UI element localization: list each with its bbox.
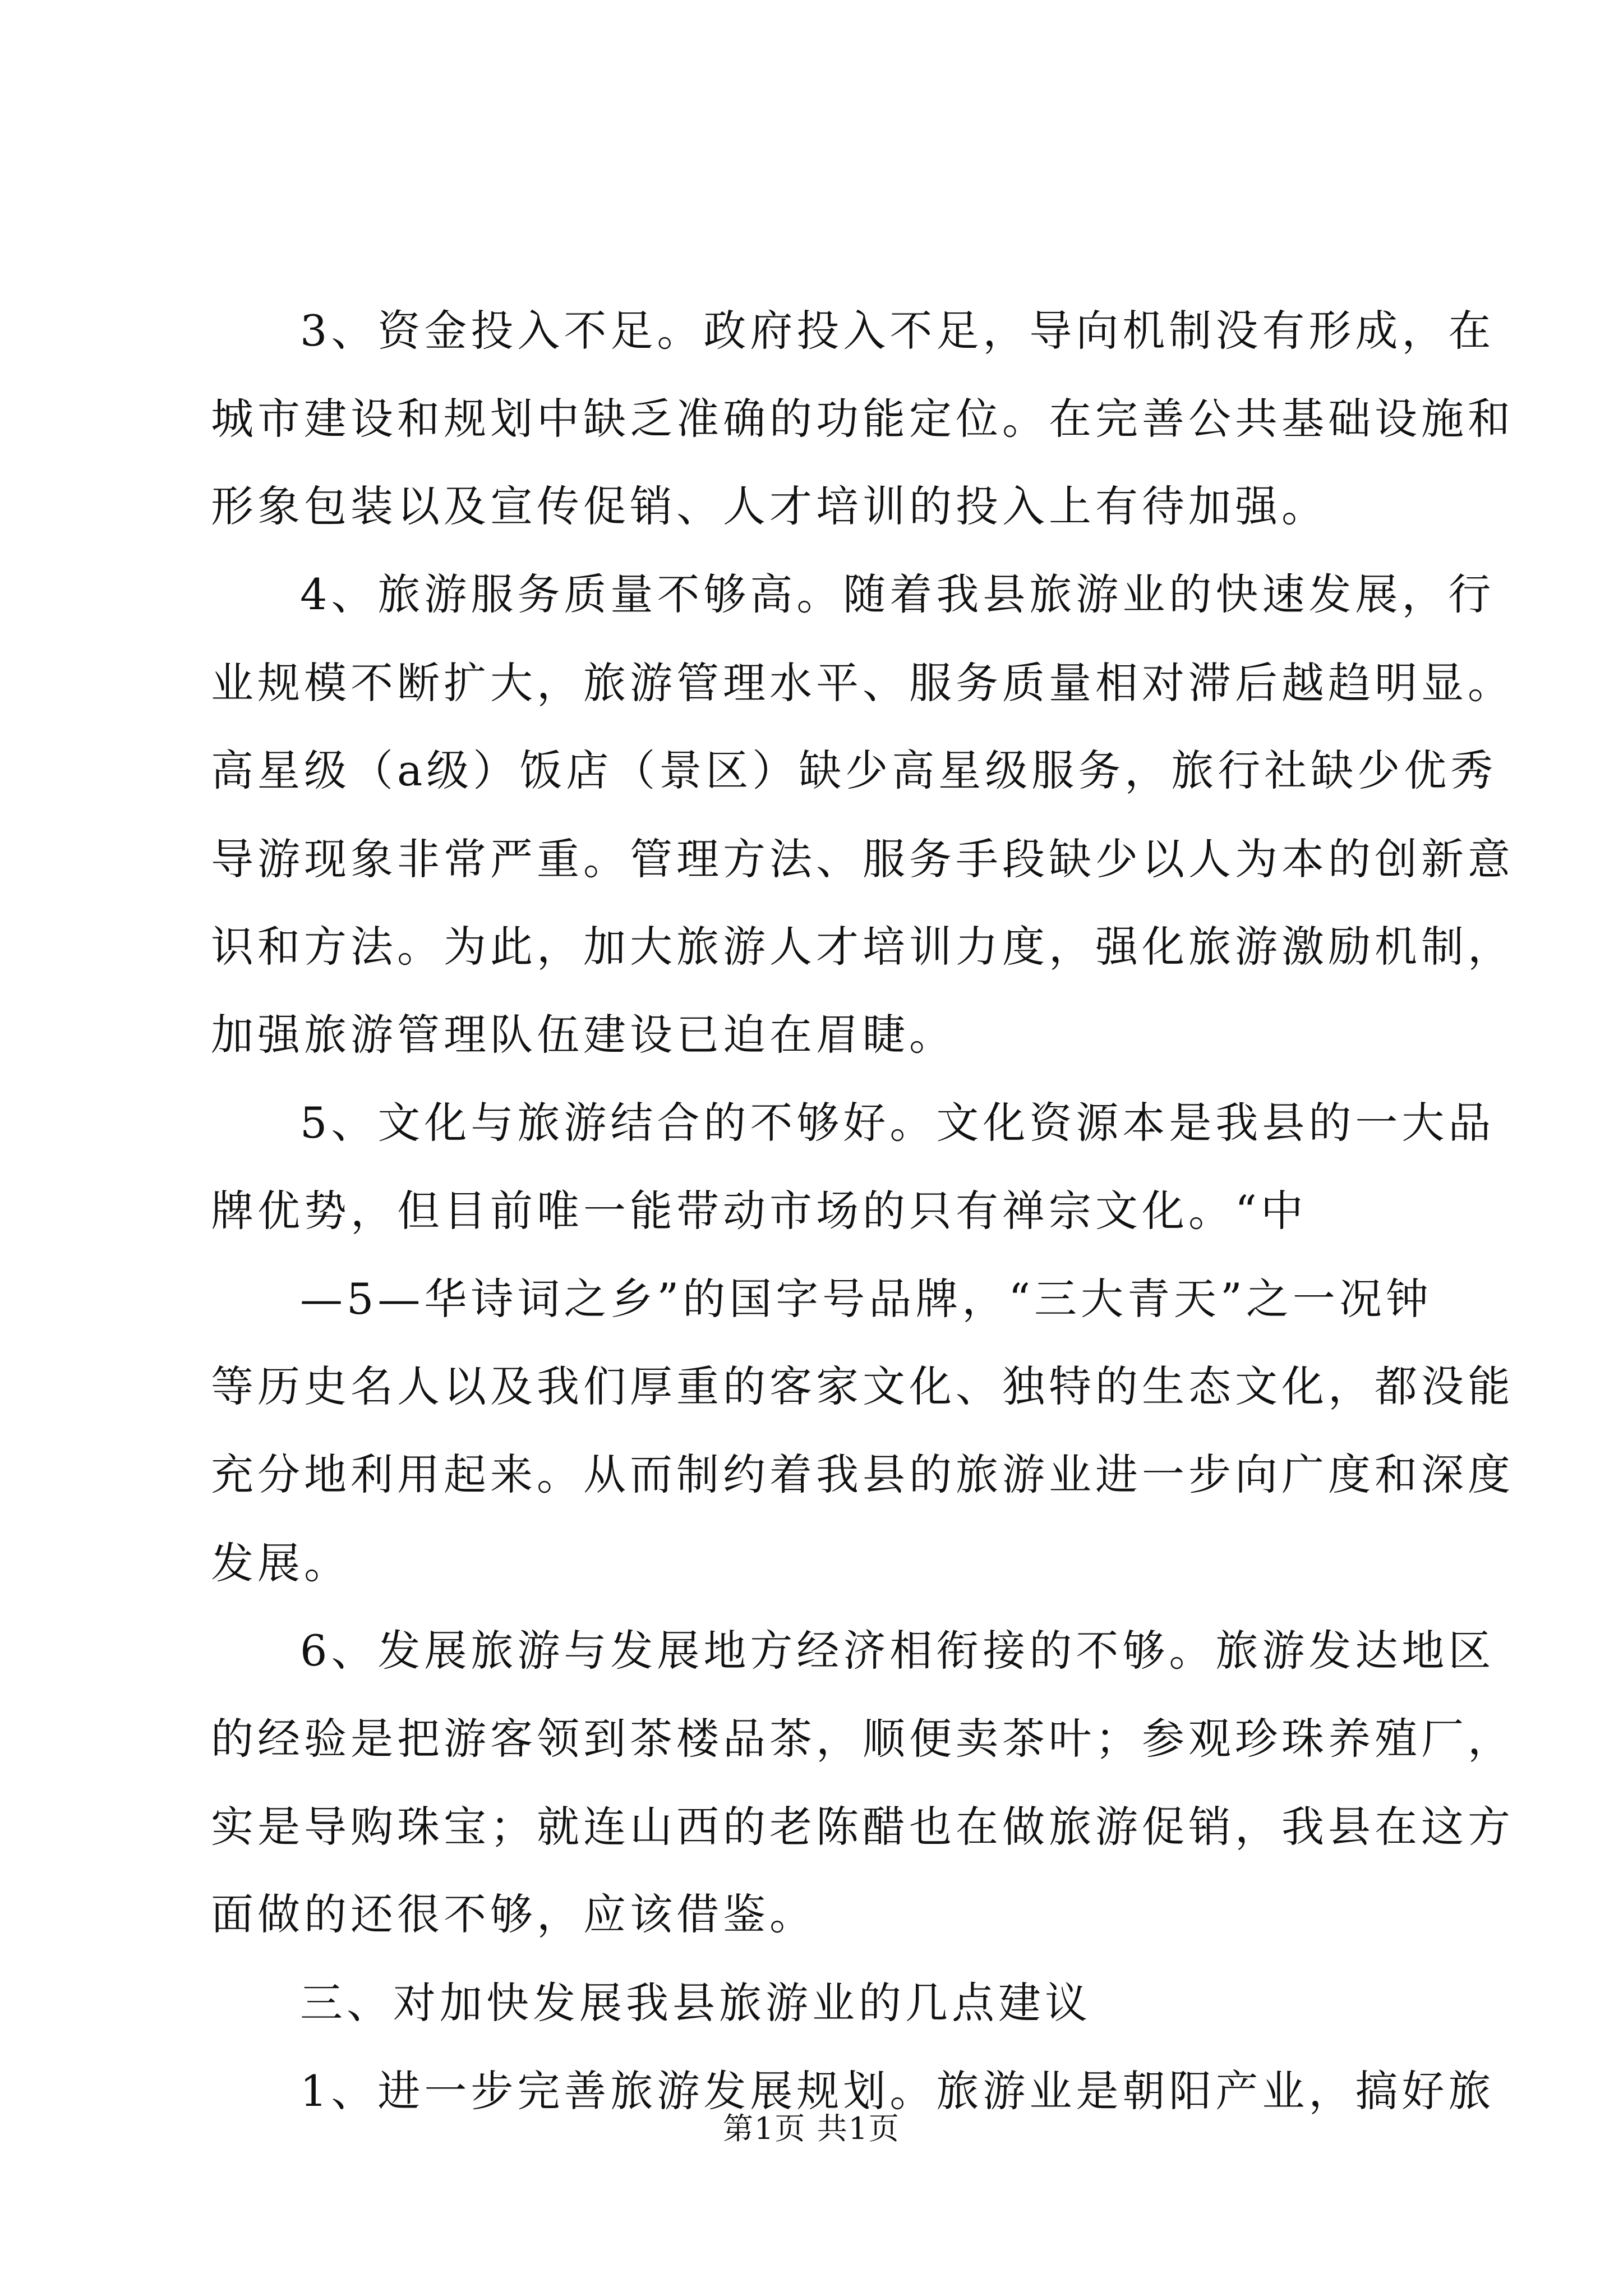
text-line: 等历史名人以及我们厚重的客家文化、独特的生态文化，都没能 bbox=[211, 1361, 1514, 1411]
page-number-footer: 第1页 共1页 bbox=[723, 2111, 900, 2146]
text-line: 城市建设和规划中缺乏准确的功能定位。在完善公共基础设施和 bbox=[211, 394, 1514, 444]
text-line: 业规模不断扩大，旅游管理水平、服务质量相对滞后越趋明显。 bbox=[211, 658, 1514, 708]
text-line: 的经验是把游客领到茶楼品茶，顺便卖茶叶；参观珍珠养殖厂， bbox=[211, 1714, 1514, 1764]
text-line: 4、旅游服务质量不够高。随着我县旅游业的快速发展，行 bbox=[300, 569, 1495, 619]
text-line: 高星级（a级）饭店（景区）缺少高星级服务，旅行社缺少优秀 bbox=[211, 746, 1497, 795]
text-line: 3、资金投入不足。政府投入不足，导向机制没有形成，在 bbox=[300, 306, 1495, 356]
text-line: 1、进一步完善旅游发展规划。旅游业是朝阳产业，搞好旅 bbox=[300, 2066, 1495, 2116]
text-line: —5—华诗词之乡”的国字号品牌，“三大青天”之一况钟 bbox=[300, 1274, 1432, 1324]
text-line: 牌优势，但目前唯一能带动市场的只有禅宗文化。“中 bbox=[211, 1186, 1307, 1236]
text-line: 5、文化与旅游结合的不够好。文化资源本是我县的一大品 bbox=[300, 1098, 1495, 1148]
text-line: 6、发展旅游与发展地方经济相衔接的不够。旅游发达地区 bbox=[300, 1626, 1495, 1676]
text-line: 实是导购珠宝；就连山西的老陈醋也在做旅游促销，我县在这方 bbox=[211, 1802, 1514, 1852]
text-line: 导游现象非常严重。管理方法、服务手段缺少以人为本的创新意 bbox=[211, 834, 1514, 884]
text-line: 充分地利用起来。从而制约着我县的旅游业进一步向广度和深度 bbox=[211, 1450, 1514, 1499]
text-line: 面做的还很不够，应该借鉴。 bbox=[211, 1889, 816, 1939]
text-line: 发展。 bbox=[211, 1538, 351, 1588]
text-line: 识和方法。为此，加大旅游人才培训力度，强化旅游激励机制， bbox=[211, 922, 1514, 972]
text-line: 形象包装以及宣传促销、人才培训的投入上有待加强。 bbox=[211, 481, 1328, 531]
text-line: 加强旅游管理队伍建设已迫在眉睫。 bbox=[211, 1010, 956, 1060]
section-heading: 三、对加快发展我县旅游业的几点建议 bbox=[300, 1978, 1091, 2028]
